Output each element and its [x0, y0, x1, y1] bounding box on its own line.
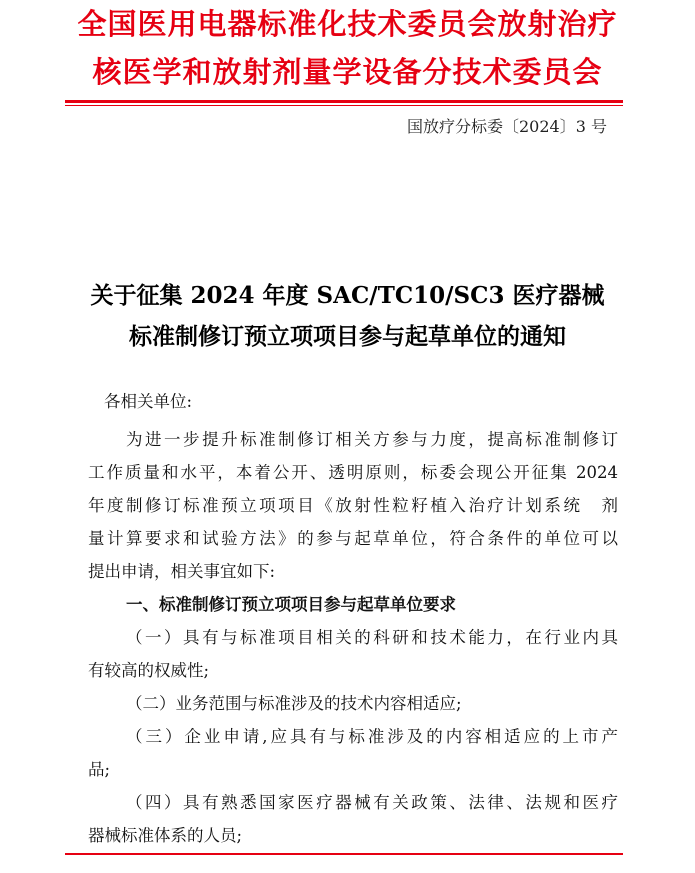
- issuer-name-line2: 核医学和放射剂量学设备分技术委员会: [92, 55, 603, 89]
- salutation: 各相关单位:: [104, 392, 193, 411]
- notice-title-line1: 关于征集 2024 年度 SAC/TC10/SC3 医疗器械: [90, 282, 605, 309]
- header-rule-thick: [65, 100, 623, 103]
- intro-line: 年度制修订标准预立项项目《放射性粒籽植入治疗计划系统 剂: [88, 496, 618, 515]
- requirement-item-continuation: 有较高的权威性;: [88, 661, 210, 680]
- issuer-name-line1: 全国医用电器标准化技术委员会放射治疗: [77, 7, 618, 41]
- requirement-item-continuation: 品;: [88, 760, 111, 779]
- section-heading: 一、标准制修订预立项项目参与起草单位要求: [126, 595, 456, 614]
- requirement-item: （四）具有熟悉国家医疗器械有关政策、法律、法规和医疗: [126, 793, 618, 812]
- notice-title-line2: 标准制修订预立项项目参与起草单位的通知: [129, 323, 566, 350]
- intro-line: 量计算要求和试验方法》的参与起草单位，符合条件的单位可以: [88, 529, 618, 548]
- requirement-item: （一）具有与标准项目相关的科研和技术能力，在行业内具: [126, 628, 618, 647]
- intro-line: 提出申请，相关事宜如下:: [88, 562, 276, 581]
- intro-line: 为进一步提升标准制修订相关方参与力度，提高标准制修订: [126, 430, 618, 449]
- requirement-item: （二）业务范围与标准涉及的技术内容相适应;: [126, 694, 462, 713]
- intro-line: 工作质量和水平，本着公开、透明原则，标委会现公开征集 2024: [88, 463, 618, 482]
- requirement-item-continuation: 器械标准体系的人员;: [88, 826, 243, 845]
- requirement-item: （三）企业申请,应具有与标准涉及的内容相适应的上市产: [126, 727, 618, 746]
- footer-rule: [65, 853, 623, 855]
- header-rule-thin: [65, 105, 623, 106]
- document-number: 国放疗分标委〔2024〕3 号: [407, 117, 607, 136]
